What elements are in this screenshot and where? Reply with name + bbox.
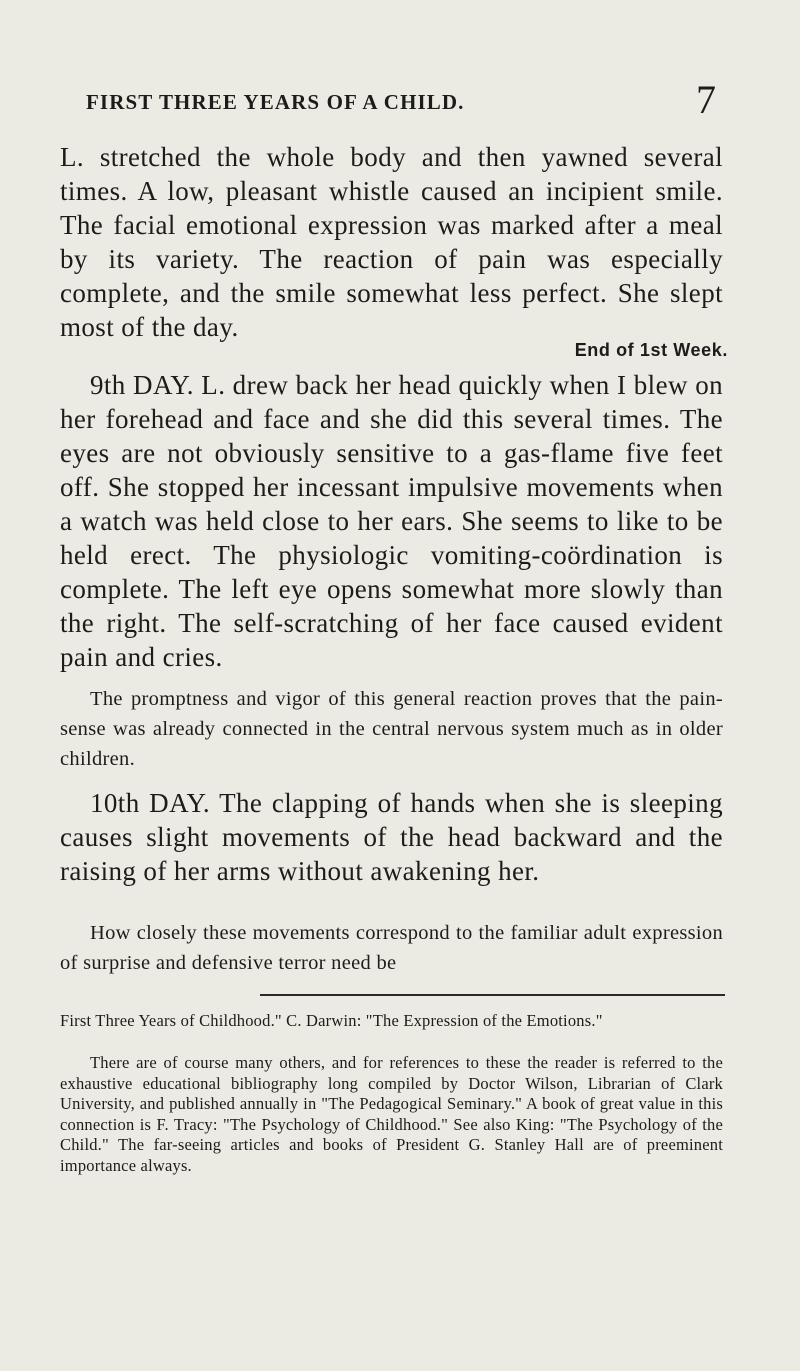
day-10-text: The clapping of hands when she is sleeping causes slight movements of the head backward and the raising of her arms without awakening her. xyxy=(60,788,723,886)
day-9-heading: 9th DAY. xyxy=(90,370,194,400)
day-9-text: L. drew back her head quickly when I blew on her forehead and face and she did this several times. The eyes are not obviously sensitive to a gas-flame five feet off. She stopped her incessant impulsive movements when a watch was held close to her ears. She seems to like to be held erect. The physiologic vomiting-coördination is complete. The left eye opens somewhat more slowly than the right. The self-scratching of her face caused evident pain and cries. xyxy=(60,370,723,672)
paragraph-day-9 xyxy=(60,368,723,674)
footnote-2: There are of course many others, and for references to these the reader is referred to the exhaustive educational bibliography long compiled by Doctor Wilson, Librarian of Clark University, and published annually in "The Pedagogical Seminary." A book of great value in this connection is F. Tracy: "The Psychology of Childhood." See also King: "The Psychology of the Child." The far-seeing articles and books of President G. Stanley Hall are of preeminent importance always. xyxy=(60,1053,723,1175)
paragraph-week-one: L. stretched the whole body and then yawned several times. A low, pleasant whistle caused an incipient smile. The facial emotional expression was marked after a meal by its variety. The reaction of pain was especially complete, and the smile somewhat less perfect. She slept most of the day. xyxy=(60,142,723,342)
footnote-rule xyxy=(260,994,725,996)
running-head: FIRST THREE YEARS OF A CHILD. xyxy=(86,90,465,114)
day-10-heading: 10th DAY. xyxy=(90,788,211,818)
section-end-label: End of 1st Week. xyxy=(574,340,728,360)
paragraph-day-10 xyxy=(60,786,723,888)
paragraph-day-9-comment: The promptness and vigor of this general reaction proves that the pain-sense was already connected in the central nervous system much as in older children. xyxy=(60,688,723,770)
page-header xyxy=(86,77,718,122)
footnote-1: First Three Years of Childhood." C. Darwin: "The Expression of the Emotions." xyxy=(60,1011,603,1030)
page-number: 7 xyxy=(696,77,716,122)
paragraph-day-10-comment: How closely these movements correspond to the familiar adult expression of surprise and defensive terror need be xyxy=(60,922,723,974)
